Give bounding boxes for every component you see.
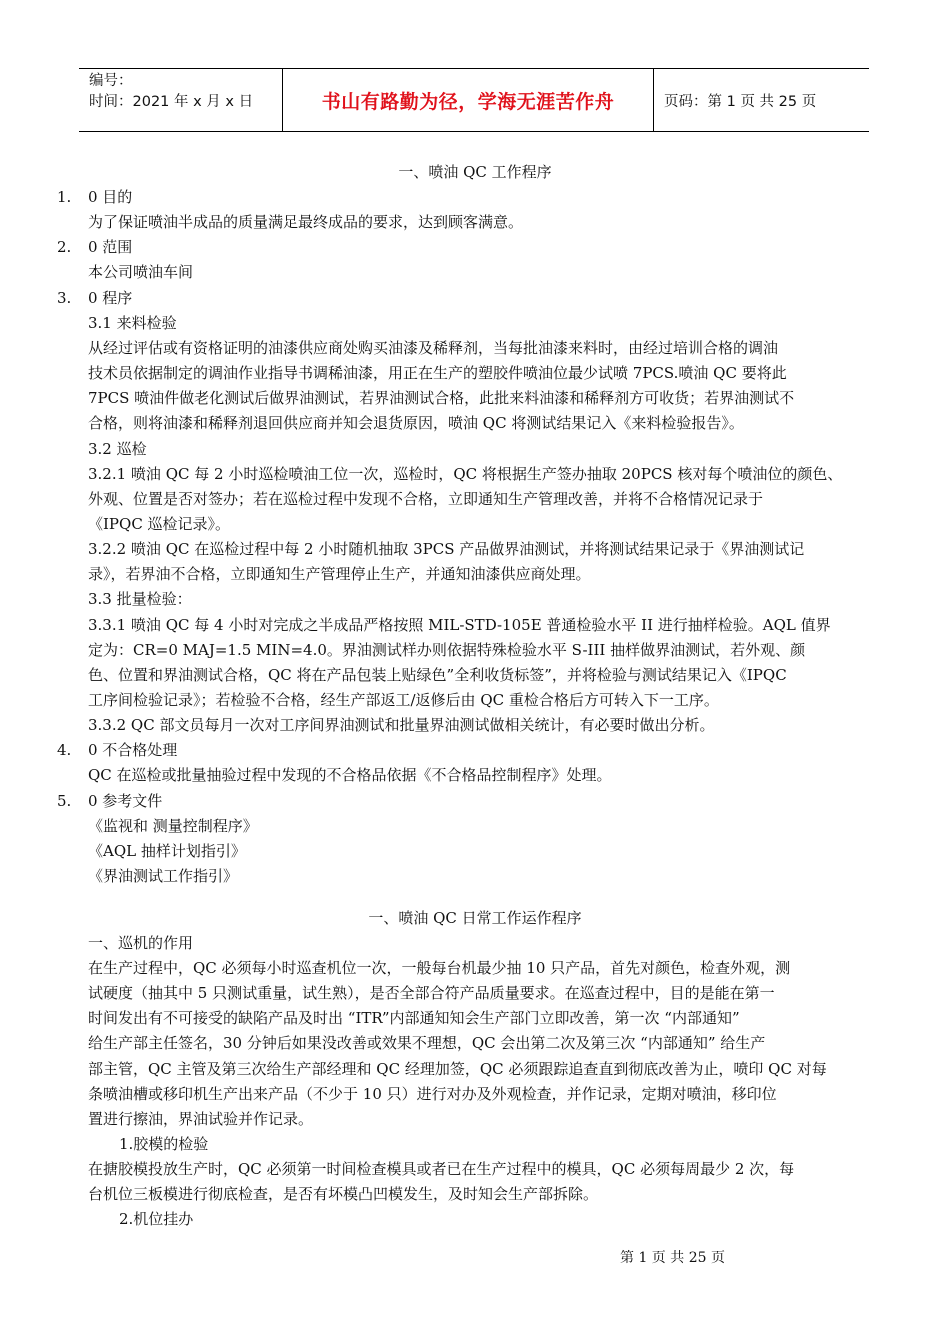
- list-heading: 0 不合格处理: [88, 741, 178, 760]
- subsection-heading: 2.机位挂办: [119, 1210, 194, 1228]
- list-heading: 0 目的: [88, 188, 133, 206]
- list-number: 4.: [57, 741, 72, 760]
- paragraph-line: 3.3 批量检验：: [88, 590, 192, 609]
- paragraph-line: 3.2 巡检: [88, 439, 147, 458]
- paragraph-line: 7PCS 喷油件做老化测试后做界油测试，若界油测试合格，此批来料油漆和稀释剂方可收货；若界油测试不: [88, 389, 795, 408]
- paragraph-line: 置进行擦油，界油试验并作记录。: [88, 1109, 314, 1128]
- code-label: 编号：: [89, 73, 133, 89]
- paragraph-line: 部主管，QC 主管及第三次给生产部经理和 QC 经理加签，QC 必须跟踪追查直到彻底改善为止，喷印 QC 对每: [88, 1059, 827, 1078]
- motto: 书山有路勤为径，学海无涯苦作舟: [282, 69, 654, 131]
- paragraph-line: 3.3.2 QC 部文员每月一次对工序间界油测试和批量界油测试做相关统计，有必要时做出分析。: [88, 716, 715, 735]
- header-left-cell: [79, 69, 282, 131]
- paragraph-line: 本公司喷油车间: [88, 263, 194, 282]
- paragraph-line: 录》，若界油不合格，立即通知生产管理停止生产，并通知油漆供应商处理。: [88, 565, 591, 584]
- section-heading: 一、巡机的作用: [88, 934, 194, 952]
- paragraph-line: 试硬度（抽其中 5 只测试重量，试生熟），是否全部合符产品质量要求。在巡查过程中，目的是能在第一: [88, 984, 775, 1003]
- paragraph-line: 工序间检验记录》；若检验不合格，经生产部返工/返修后由 QC 重检合格后方可转入下一工序。: [88, 691, 719, 709]
- paragraph-line: 从经过评估或有资格证明的油漆供应商处购买油漆及稀释剂，当每批油漆来料时，由经过培训合格的调油: [88, 338, 779, 357]
- list-heading: 0 参考文件: [88, 791, 163, 810]
- page-footer: 第 1 页 共 25 页: [620, 1250, 725, 1266]
- list-number: 3.: [57, 288, 72, 307]
- paragraph-line: 3.3.1 喷油 QC 每 4 小时对完成之半成品严格按照 MIL-STD-105E 普通检验水平 II 进行抽样检验。AQL 值界: [88, 615, 831, 634]
- paragraph-line: 在搪胶模投放生产时，QC 必须第一时间检查模具或者已在生产过程中的模具，QC 必须每周最少 2 次，每: [88, 1160, 795, 1178]
- section-title: 一、喷油 QC 工作程序: [398, 163, 552, 181]
- list-number: 1.: [57, 188, 72, 206]
- paragraph-line: 时间发出有不可接受的缺陷产品及时出 “ITR”内部通知知会生产部门立即改善，第一次 “内部通知”: [88, 1009, 740, 1028]
- paragraph-line: 3.2.2 喷油 QC 在巡检过程中每 2 小时随机抽取 3PCS 产品做界油测试，并将测试结果记录于《界油测试记: [88, 540, 805, 559]
- subsection-heading: 1.胶模的检验: [119, 1135, 209, 1153]
- paragraph-line: 《AQL 抽样计划指引》: [88, 841, 246, 860]
- paragraph-line: 3.2.1 喷油 QC 每 2 小时巡检喷油工位一次，巡检时，QC 将根据生产签办抽取 20PCS 核对每个喷油位的颜色、: [88, 464, 843, 483]
- page-indicator: 页码：第 1 页 共 25 页: [664, 93, 817, 110]
- paragraph-line: 条喷油槽或移印机生产出来产品（不少于 10 只）进行对办及外观检查，并作记录，定期对喷油，移印位: [88, 1084, 777, 1103]
- paragraph-line: 给生产部主任签名，30 分钟后如果没改善或效果不理想，QC 会出第二次及第三次 “内部通知” 给生产: [88, 1034, 766, 1053]
- list-number: 5.: [57, 791, 72, 810]
- paragraph-line: 《IPQC 巡检记录》。: [88, 514, 231, 533]
- list-heading: 0 程序: [88, 288, 133, 307]
- paragraph-line: 《监视和 测量控制程序》: [88, 816, 258, 835]
- list-heading: 0 范围: [88, 238, 133, 257]
- paragraph-line: 合格，则将油漆和稀释剂退回供应商并知会退货原因，喷油 QC 将测试结果记入《来料检验报告》。: [88, 414, 744, 433]
- paragraph-line: QC 在巡检或批量抽验过程中发现的不合格品依据《不合格品控制程序》处理。: [88, 766, 612, 785]
- paragraph-line: 技术员依据制定的调油作业指导书调稀油漆，用正在生产的塑胶件喷油位最少试喷 7PCS.喷油 QC 要将此: [88, 364, 787, 383]
- list-number: 2.: [57, 238, 72, 257]
- paragraph-line: 定为：CR=0 MAJ=1.5 MIN=4.0。界油测试样办则依据特殊检验水平 S-III 抽样做界油测试，若外观、颜: [88, 640, 806, 659]
- paragraph-line: 3.1 来料检验: [88, 313, 177, 332]
- date-label: 时间：2021 年 x 月 x 日: [89, 94, 254, 110]
- paragraph-line: 在生产过程中，QC 必须每小时巡查机位一次，一般每台机最少抽 10 只产品，首先对颜色，检查外观，测: [88, 959, 791, 977]
- section-title: 一、喷油 QC 日常工作运作程序: [368, 909, 582, 927]
- paragraph-line: 台机位三板模进行彻底检查，是否有坏模凸凹模发生，及时知会生产部拆除。: [88, 1185, 599, 1204]
- header-table: [79, 68, 869, 132]
- paragraph-line: 为了保证喷油半成品的质量满足最终成品的要求，达到顾客满意。: [88, 213, 524, 232]
- paragraph-line: 色、位置和界油测试合格，QC 将在产品包装上贴绿色”全利收货标签”，并将检验与测试结果记入《IPQC: [88, 665, 787, 684]
- paragraph-line: 《界油测试工作指引》: [88, 867, 239, 886]
- paragraph-line: 外观、位置是否对签办；若在巡检过程中发现不合格，立即通知生产管理改善，并将不合格情况记录于: [88, 489, 764, 508]
